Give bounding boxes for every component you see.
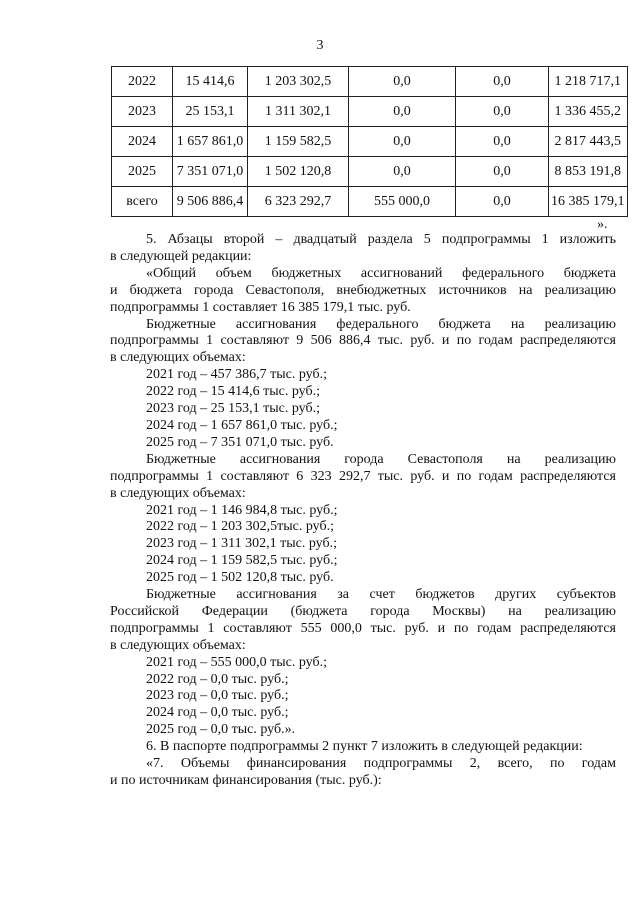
paragraph-line: подпрограммы 1 составляет 16 385 179,1 тыс. руб.: [110, 299, 411, 315]
table-cell: 1 218 717,1: [549, 67, 628, 97]
table-row-total: [112, 187, 628, 217]
table-cell: 2 817 443,5: [549, 127, 628, 157]
table-cell: 15 414,6: [173, 67, 248, 97]
list-item: 2021 год – 555 000,0 тыс. руб.;: [146, 654, 327, 670]
paragraph-line: подпрограммы 1 составляют 555 000,0 тыс. руб. и по годам распределяются: [110, 620, 616, 636]
table-cell: 0,0: [349, 157, 456, 187]
table-cell: 1 203 302,5: [248, 67, 349, 97]
closing-quote-mark: ».: [597, 217, 608, 232]
paragraph-line: Бюджетные ассигнования федерального бюджета на реализацию: [146, 316, 616, 332]
paragraph-line: в следующих объемах:: [110, 350, 246, 366]
paragraph-line: и по источникам финансирования (тыс. руб.):: [110, 773, 382, 788]
paragraph-line: в следующих объемах:: [110, 485, 246, 501]
document-body: [110, 232, 616, 790]
paragraph-line: и бюджета города Севастополя, внебюджетных источников на реализацию: [110, 282, 616, 298]
paragraph-line: Российской Федерации (бюджета города Москвы) на реализацию: [110, 603, 616, 619]
paragraph-line: Бюджетные ассигнования за счет бюджетов других субъектов: [146, 587, 616, 603]
table-cell: 0,0: [456, 97, 549, 127]
table-cell: 0,0: [456, 67, 549, 97]
list-item: 2023 год – 25 153,1 тыс. руб.;: [146, 401, 320, 417]
table-cell: 555 000,0: [349, 187, 456, 217]
table-cell: 1 336 455,2: [549, 97, 628, 127]
table-cell: 25 153,1: [173, 97, 248, 127]
page-number: 3: [316, 38, 324, 53]
table-cell: 0,0: [349, 127, 456, 157]
table-cell: 2025: [112, 157, 173, 187]
paragraph-line: «Общий объем бюджетных ассигнований федерального бюджета: [146, 265, 616, 281]
list-item: 2022 год – 1 203 302,5тыс. руб.;: [146, 519, 334, 535]
list-item: 2022 год – 15 414,6 тыс. руб.;: [146, 384, 320, 400]
table-cell: 6 323 292,7: [248, 187, 349, 217]
list-item: 2021 год – 457 386,7 тыс. руб.;: [146, 367, 327, 383]
paragraph-line: подпрограммы 1 составляют 9 506 886,4 тыс. руб. и по годам распределяются: [110, 333, 616, 349]
list-item: 2022 год – 0,0 тыс. руб.;: [146, 671, 289, 687]
table-cell: 2022: [112, 67, 173, 97]
table-cell: всего: [112, 187, 173, 217]
list-item: 2023 год – 1 311 302,1 тыс. руб.;: [146, 536, 337, 552]
list-item: 2025 год – 0,0 тыс. руб.».: [146, 722, 296, 738]
paragraph-line: 5. Абзацы второй – двадцатый раздела 5 подпрограммы 1 изложить: [146, 232, 616, 247]
list-item: 2025 год – 7 351 071,0 тыс. руб.: [146, 434, 334, 450]
list-item: 2024 год – 0,0 тыс. руб.;: [146, 705, 289, 721]
paragraph-line: «7. Объемы финансирования подпрограммы 2, всего, по годам: [146, 756, 616, 772]
paragraph-line: подпрограммы 1 составляют 6 323 292,7 тыс. руб. и по годам распределяются: [110, 468, 616, 484]
table-cell: 0,0: [456, 127, 549, 157]
table-row: [112, 97, 628, 127]
table-cell: 1 159 582,5: [248, 127, 349, 157]
list-item: 2024 год – 1 159 582,5 тыс. руб.;: [146, 553, 338, 569]
table-row: [112, 127, 628, 157]
list-item: 2024 год – 1 657 861,0 тыс. руб.;: [146, 417, 338, 433]
table-cell: 8 853 191,8: [549, 157, 628, 187]
paragraph-line: в следующей редакции:: [110, 248, 252, 264]
table-cell: 7 351 071,0: [173, 157, 248, 187]
list-item: 2025 год – 1 502 120,8 тыс. руб.: [146, 570, 334, 586]
table-cell: 0,0: [456, 157, 549, 187]
table-cell: 2024: [112, 127, 173, 157]
table-cell: 0,0: [456, 187, 549, 217]
table-cell: 2023: [112, 97, 173, 127]
list-item: 2023 год – 0,0 тыс. руб.;: [146, 688, 289, 704]
table-cell: 1 311 302,1: [248, 97, 349, 127]
table-cell: 16 385 179,1: [549, 187, 628, 217]
table-cell: 1 502 120,8: [248, 157, 349, 187]
paragraph-line: Бюджетные ассигнования города Севастополя на реализацию: [146, 451, 616, 467]
paragraph-line: 6. В паспорте подпрограммы 2 пункт 7 изложить в следующей редакции:: [146, 739, 583, 755]
budget-table: [111, 66, 628, 217]
table-cell: 0,0: [349, 97, 456, 127]
paragraph-line: в следующих объемах:: [110, 637, 246, 653]
table-cell: 0,0: [349, 67, 456, 97]
table-cell: 1 657 861,0: [173, 127, 248, 157]
list-item: 2021 год – 1 146 984,8 тыс. руб.;: [146, 502, 338, 518]
table-cell: 9 506 886,4: [173, 187, 248, 217]
table-row: [112, 157, 628, 187]
table-row: [112, 67, 628, 97]
